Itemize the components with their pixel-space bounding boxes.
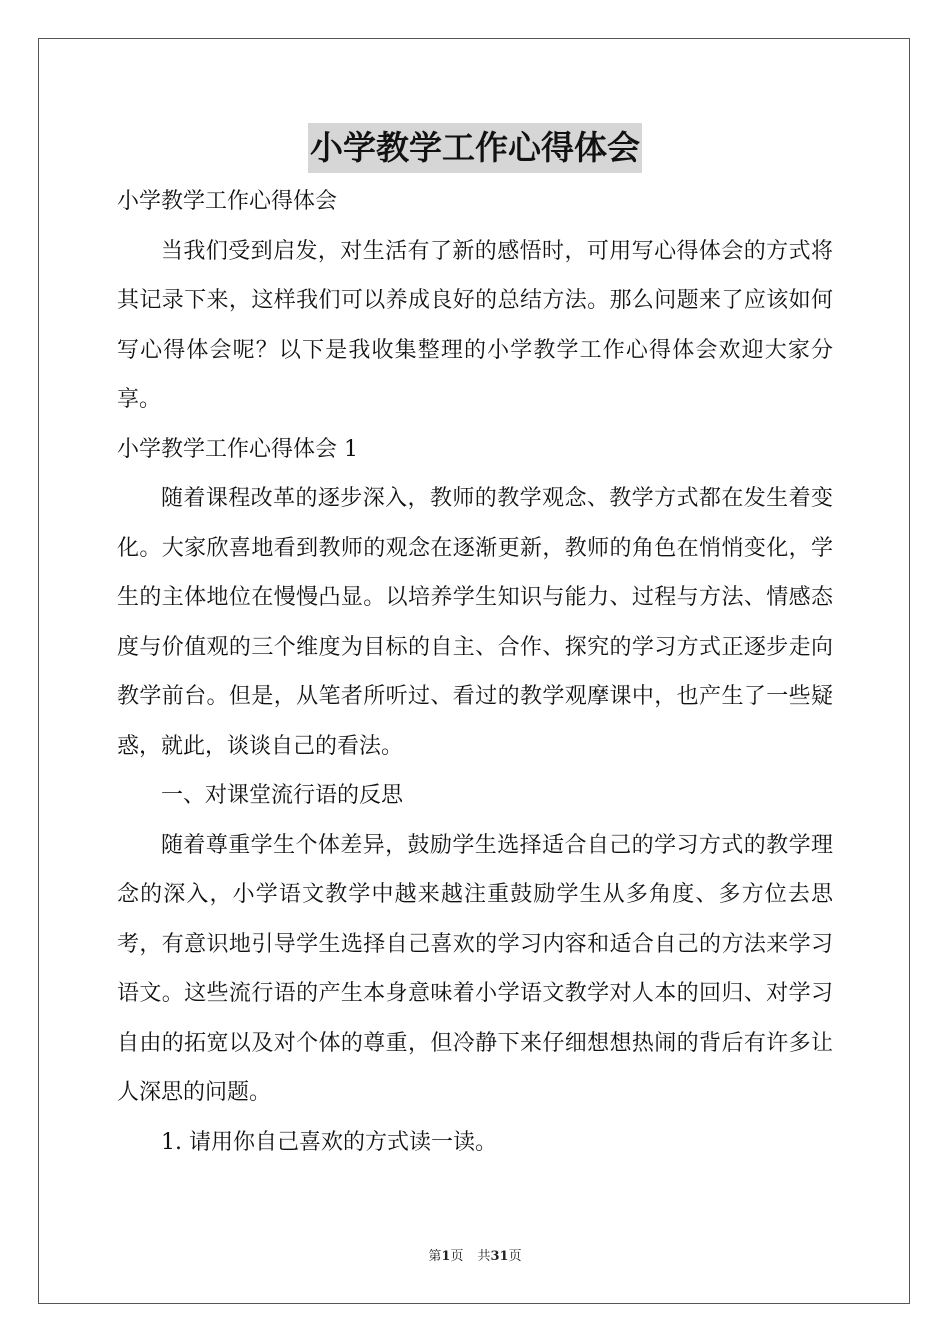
intro-paragraph: 当我们受到启发，对生活有了新的感悟时，可用写心得体会的方式将其记录下来，这样我们可以养成良好的总结方法。那么问题来了应该如何写心得体会呢？以下是我收集整理的小学教学工作心得体会欢迎大家分享。 [117, 238, 833, 412]
subheading-reflection: 一、对课堂流行语的反思 [161, 783, 404, 808]
total-pages: 31 [490, 1249, 509, 1264]
page-prefix: 第 [428, 1249, 442, 1264]
page-suffix: 页 [450, 1249, 464, 1264]
list-item-1: 1. 请用你自己喜欢的方式读一读。 [161, 1129, 497, 1155]
document-title: 小学教学工作心得体会 [308, 123, 642, 173]
page-number: 1 [441, 1249, 451, 1264]
section-heading-1: 小学教学工作心得体会 1 [117, 436, 358, 462]
subheading-1-paragraph: 随着尊重学生个体差异，鼓励学生选择适合自己的学习方式的教学理念的深入，小学语文教学中越来越注重鼓励学生从多角度、多方位去思考，有意识地引导学生选择自己喜欢的学习内容和适合自己的方法来学习语文。这些流行语的产生本身意味着小学语文教学对人本的回归、对学习自由的拓宽以及对个体的尊重，但冷静下来仔细想想热闹的背后有许多让人深思的问题。 [117, 832, 833, 1105]
section-1-paragraph: 随着课程改革的逐步深入，教师的教学观念、教学方式都在发生着变化。大家欣喜地看到教师的观念在逐渐更新，教师的角色在悄悄变化，学生的主体地位在慢慢凸显。以培养学生知识与能力、过程与方法、情感态度与价值观的三个维度为目标的自主、合作、探究的学习方式正逐步走向教学前台。但是，从笔者所听过、看过的教学观摩课中，也产生了一些疑惑，就此，谈谈自己的看法。 [117, 486, 833, 759]
total-prefix: 共 [477, 1249, 491, 1264]
total-suffix: 页 [508, 1249, 522, 1264]
title-container [0, 123, 950, 173]
document-subtitle: 小学教学工作心得体会 [117, 189, 338, 214]
document-body [117, 177, 833, 1167]
page-footer [0, 1245, 950, 1264]
